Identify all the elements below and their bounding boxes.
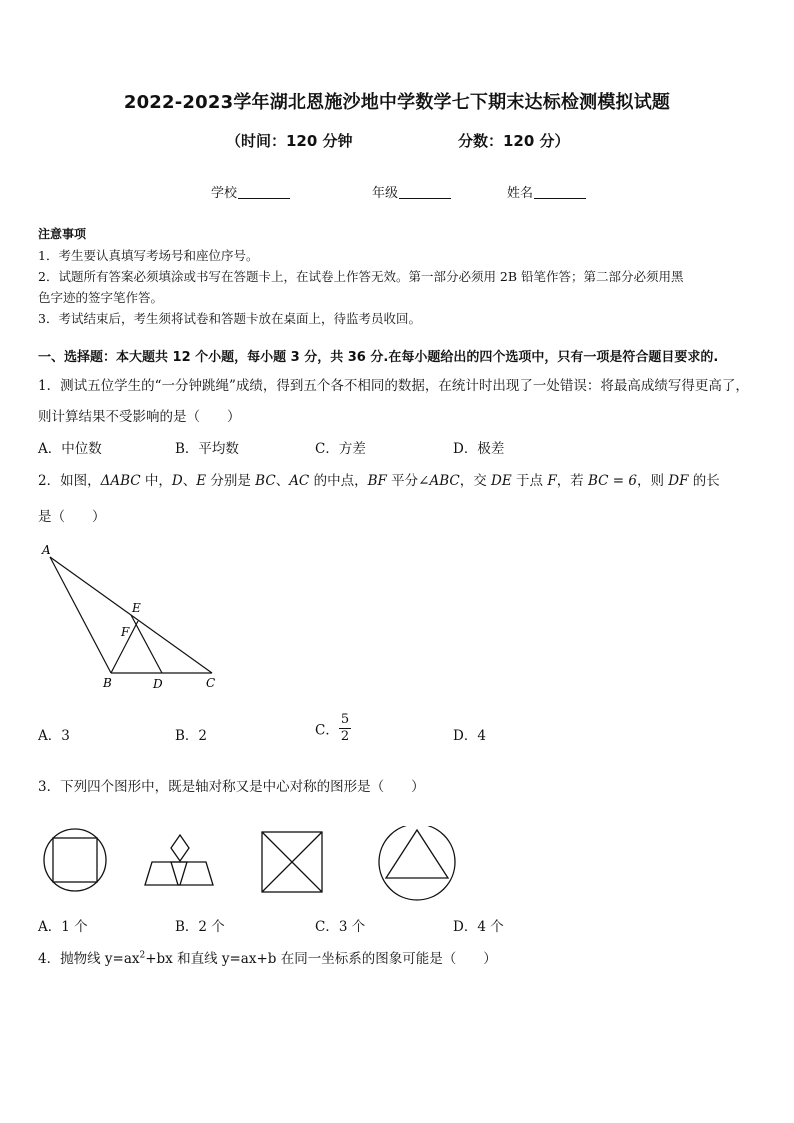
section-heading: 一、选择题：本大题共 12 个小题，每小题 3 分，共 36 分.在每小题给出的四个选项中，只有一项是符合题目要求的. bbox=[38, 350, 719, 365]
q1-option-a[interactable]: A．中位数 bbox=[38, 441, 102, 457]
grade-field[interactable] bbox=[372, 182, 451, 201]
exam-time: （时间：120 分钟 bbox=[226, 132, 353, 150]
figure-circle-triangle bbox=[379, 826, 455, 900]
notes-item: 1．考生要认真填写考场号和座位序号。 bbox=[38, 248, 259, 263]
label-e: E bbox=[132, 601, 141, 615]
figure-square-diagonals bbox=[262, 832, 322, 892]
q3-stem: 3．下列四个图形中，既是轴对称又是中心对称的图形是（ ） bbox=[38, 779, 425, 795]
q2-stem-line1: 2．如图，ΔABC 中，D、E 分别是 BC、AC 的中点，BF 平分∠ABC，交 DE 于点 F，若 BC = 6，则 DF 的长 bbox=[38, 473, 720, 489]
name-blank[interactable] bbox=[534, 186, 586, 199]
q3-figures bbox=[40, 826, 480, 906]
q1-option-b[interactable]: B．平均数 bbox=[175, 441, 239, 457]
school-label: 学校 bbox=[211, 186, 238, 201]
notes-item: 色字迹的签字笔作答。 bbox=[38, 290, 164, 305]
label-a: A bbox=[42, 543, 51, 557]
label-b: B bbox=[103, 676, 112, 690]
label-c: C bbox=[206, 676, 216, 690]
label-f: F bbox=[121, 625, 130, 639]
figure-three-rhombi bbox=[145, 835, 213, 885]
exam-title: 2022-2023学年湖北恩施沙地中学数学七下期末达标检测模拟试题 bbox=[123, 92, 671, 113]
exam-score: 分数：120 分） bbox=[458, 132, 570, 150]
q3-option-b[interactable]: B．2 个 bbox=[175, 919, 225, 935]
notes-block bbox=[38, 224, 684, 329]
label-d: D bbox=[153, 677, 163, 691]
name-label: 姓名 bbox=[507, 186, 534, 201]
q2-option-d[interactable]: D．4 bbox=[453, 728, 486, 744]
q3-option-a[interactable]: A．1 个 bbox=[38, 919, 88, 935]
notes-item: 3．考试结束后，考生须将试卷和答题卡放在桌面上，待监考员收回。 bbox=[38, 311, 421, 326]
q2-option-a[interactable]: A．3 bbox=[38, 728, 70, 744]
notes-item: 2．试题所有答案必须填涂或书写在答题卡上，在试卷上作答无效。第一部分必须用 2B 铅笔作答；第二部分必须用黑 bbox=[38, 269, 684, 284]
fraction: $\frac{5}{2}$ bbox=[340, 712, 350, 744]
q2-triangle-figure bbox=[36, 540, 236, 696]
q3-option-d[interactable]: D．4 个 bbox=[453, 919, 504, 935]
segment-ab bbox=[50, 557, 111, 673]
q2-option-b[interactable]: B．2 bbox=[175, 728, 208, 744]
name-field[interactable] bbox=[507, 182, 586, 201]
q2-stem-line2: 是（ ） bbox=[38, 509, 106, 525]
q1-option-d[interactable]: D．极差 bbox=[453, 441, 505, 457]
school-blank[interactable] bbox=[238, 186, 290, 199]
q2-option-c[interactable]: C． $\frac{5}{2}$ bbox=[315, 712, 350, 744]
q1-option-c[interactable]: C．方差 bbox=[315, 441, 366, 457]
q1-stem-line1: 1．测试五位学生的“一分钟跳绳”成绩，得到五个各不相同的数据，在统计时出现了一处错误：将最高成绩写得更高了， bbox=[38, 378, 749, 394]
grade-blank[interactable] bbox=[399, 186, 451, 199]
segment-de bbox=[131, 615, 162, 673]
q1-stem-line2: 则计算结果不受影响的是（ ） bbox=[38, 409, 241, 425]
q4-stem: 4．抛物线 $y=ax^2+bx$ 和直线 y=ax+b 在同一坐标系的图象可能是（ ） bbox=[38, 950, 497, 967]
figure-circle-square bbox=[44, 829, 106, 891]
notes-heading: 注意事项 bbox=[38, 227, 87, 241]
q3-option-c[interactable]: C．3 个 bbox=[315, 919, 366, 935]
school-field[interactable] bbox=[211, 182, 290, 201]
grade-label: 年级 bbox=[372, 186, 399, 201]
